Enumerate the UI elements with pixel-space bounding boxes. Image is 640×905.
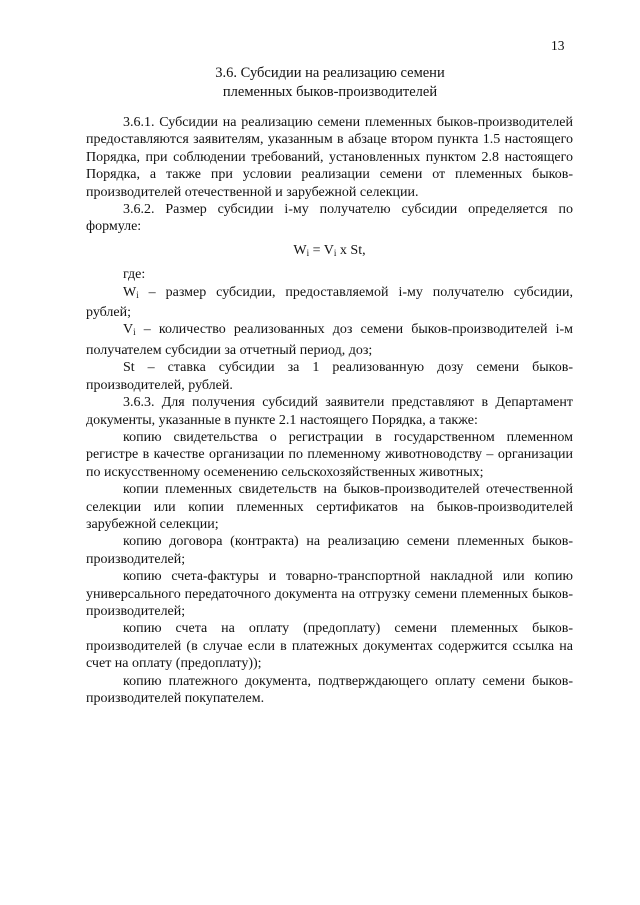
definition-st: St – ставка субсидии за 1 реализованную дозу семени быков-производителей, рублей. <box>86 360 573 393</box>
formula-eq: = V <box>309 242 334 258</box>
document-item-5: копию счета на оплату (предоплату) семени племенных быков-производителей (в случае если в платежных документах содержится ссылка на счет на оплату (предоплату)); <box>86 621 573 672</box>
formula-sub-2: i <box>333 247 337 258</box>
heading-line-1: 3.6. Субсидии на реализацию семени <box>215 65 445 81</box>
formula <box>86 242 573 262</box>
definition-w-sub: i <box>136 289 139 300</box>
document-item-1: копию свидетельства о регистрации в государственном племенном регистре в качестве организации по племенному животноводству – организации по искусственному осеменению сельскохозяйственных животных; <box>86 429 573 480</box>
heading-line-2: племенных быков-производителей <box>222 84 438 100</box>
document-item-4: копию счета-фактуры и товарно-транспортной накладной или копию универсального передаточного документа на отгрузку семени племенных быков-производителей; <box>86 569 573 619</box>
definition-v <box>86 321 573 359</box>
definition-w-symbol: W <box>123 284 137 300</box>
document-item-2: копии племенных свидетельств на быков-производителей отечественной селекции или копии племенных сертификатов на быков-производителей зарубежной селекции; <box>86 482 573 532</box>
page-number: 13 <box>551 38 565 53</box>
paragraph-3-6-3: 3.6.3. Для получения субсидий заявители представляют в Департамент документы, указанные в пункте 2.1 настоящего Порядка, а также: <box>86 395 573 428</box>
document-item-3: копию договора (контракта) на реализацию семени племенных быков-производителей; <box>86 534 573 567</box>
where-label: где: <box>123 267 146 283</box>
definition-v-sub: i <box>133 327 136 338</box>
definition-w <box>86 284 573 322</box>
definition-w-text: – размер субсидии, предоставляемой i-му получателю субсидии, рублей; <box>86 284 573 321</box>
section-heading <box>90 64 570 102</box>
definition-v-symbol: V <box>123 322 134 338</box>
formula-x: x St, <box>336 242 366 258</box>
definition-v-text: – количество реализованных доз семени быков-производителей i-м получателем субсидии за отчетный период, доз; <box>86 322 573 358</box>
formula-sub-1: i <box>306 247 310 258</box>
formula-w: W <box>293 242 307 258</box>
paragraph-3-6-1: 3.6.1. Субсидии на реализацию семени племенных быков-производителей предоставляются заявителям, указанным в абзаце втором пункта 1.5 настоящего Порядка, при соблюдении требований, установленных пунктом 2.8 настоящего Порядка, а также при условии реализации семени от племенных быков-производителей отечественной и зарубежной селекции. <box>86 115 573 200</box>
document-item-6: копию платежного документа, подтверждающего оплату семени быков-производителей покупателем. <box>86 673 573 706</box>
paragraph-3-6-2: 3.6.2. Размер субсидии i-му получателю субсидии определяется по формуле: <box>86 202 573 235</box>
body-text <box>86 114 573 707</box>
